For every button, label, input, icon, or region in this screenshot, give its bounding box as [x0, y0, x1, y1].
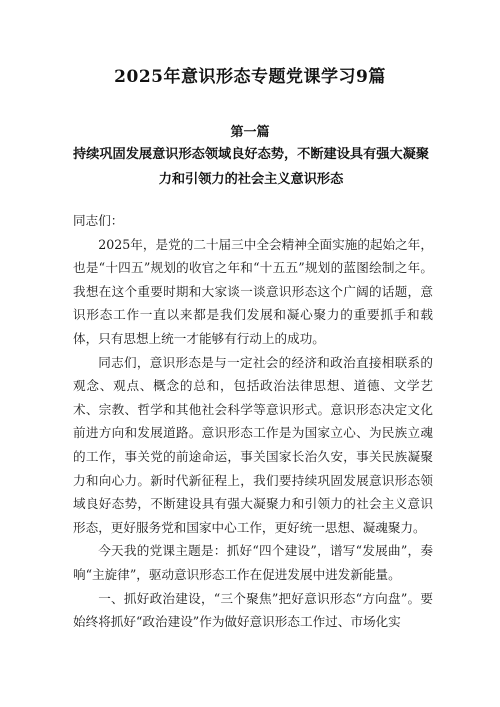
- document-title: 2025年意识形态专题党课学习9篇: [114, 67, 386, 87]
- document-body: [73, 209, 433, 634]
- body-paragraph: 2025年，是党的二十届三中全会精神全面实施的起始之年，也是“十四五”规划的收官之年和“十五五”规划的蓝图绘制之年。我想在这个重要时期和大家谈一谈意识形态这个广阔的话题，意识形态工作一直以来都是我们发展和凝心聚力的重要抓手和载体，只有思想上统一才能够有行动上的成功。: [73, 236, 433, 346]
- body-paragraph: 一、抓好政治建设，“三个聚焦”把好意识形态“方向盘”。要始终将抓好“政治建设”作为做好意识形态工作过、市场化实: [73, 590, 433, 630]
- salutation: 同志们：: [73, 213, 124, 228]
- section-heading: 持续巩固发展意识形态领域良好态势，不断建设具有强大凝聚力和引领力的社会主义意识形态: [72, 147, 430, 187]
- body-paragraph: 今天我的党课主题是：抓好“四个建设”，谱写“发展曲”，奏响“主旋律”，驱动意识形态工作在促进发展中进发新能量。: [73, 543, 433, 582]
- body-paragraph: 同志们，意识形态是与一定社会的经济和政治直接相联系的观念、观点、概念的总和，包括政治法律思想、道德、文学艺术、宗教、哲学和其他社会科学等意识形式。意识形态决定文化前进方向和发展道路。意识形态工作是为国家立心、为民族立魂的工作，事关党的前途命运，事关国家长治久安，事关民族凝聚力和向心力。新时代新征程上，我们要持续巩固发展意识形态领域良好态势，不断建设具有强大凝聚力和引领力的社会主义意识形态，更好服务党和国家中心工作，更好统一思想、凝魂聚力。: [73, 354, 433, 535]
- section-label: 第一篇: [230, 125, 270, 140]
